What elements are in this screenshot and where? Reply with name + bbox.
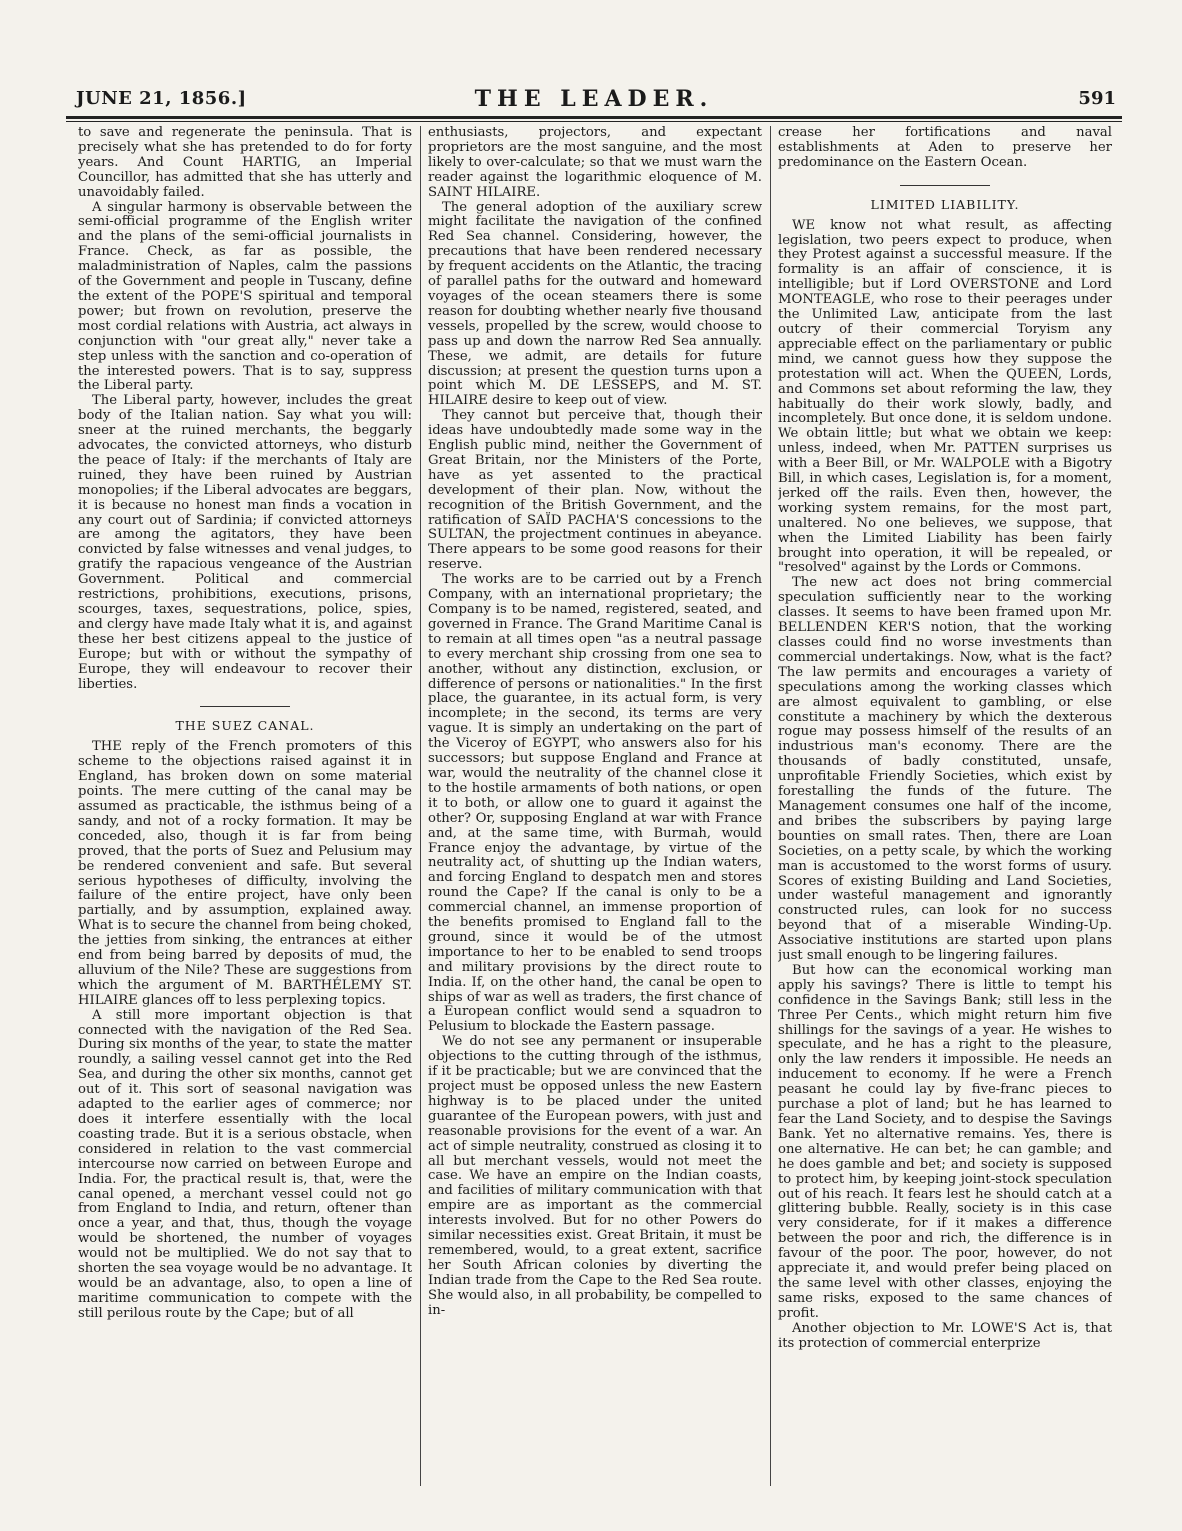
paragraph: The general adoption of the auxiliary screw might facilitate the navigation of the confined Red Sea channel. Considering, however, the precautions that have been rendered necessary by frequent accidents on the Atlantic, the tracing of parallel paths for the outward and homeward voyages of the ocean steamers there is some reason for doubting whether nearly five thousand vessels, propelled by the screw, would choose to pass up and down the narrow Red Sea annually. These, we admit, are details for future discussion; at present the question turns upon a point which M. DE LESSEPS, and M. ST. HILAIRE desire to keep out of view. <box>428 199 762 409</box>
column-divider-2 <box>770 126 771 1486</box>
issue-date: JUNE 21, 1856.] <box>76 88 247 109</box>
article-heading-suez: THE SUEZ CANAL. <box>175 718 315 734</box>
paragraph: crease her fortifications and naval establishments at Aden to preserve her predominance on the Eastern Ocean. <box>778 126 1112 170</box>
page-number: 591 <box>1078 88 1116 109</box>
paragraph: THE reply of the French promoters of this scheme to the objections raised against it in England, has broken down on some material points. The mere cutting of the canal may be assumed as practicable, the isthmus being of a sandy, and not of a rocky formation. It may be conceded, also, though it is far from being proved, that the ports of Suez and Pelusium may be rendered convenient and safe. But several serious hypotheses of difficulty, involving the failure of the entire project, have only been partially, and by assumption, explained away. What is to secure the channel from being choked, the jetties from sinking, the entrances at either end from being barred by deposits of mud, the alluvium of the Nile? These are suggestions from which the argument of M. BARTHÉLEMY ST. HILAIRE glances off to less perplexing topics. <box>78 739 412 1008</box>
paragraph: The Liberal party, however, includes the great body of the Italian nation. Say what you will: sneer at the ruined merchants, the beggarly advocates, the convicted attorneys, who disturb the peace of Italy: if the merchants of Italy are ruined, they have been ruined by Austrian monopolies; if the Liberal advocates are beggars, it is because no honest man finds a vocation in any court out of Sardinia; if convicted attorneys are among the agitators, they have been convicted by false witnesses and venal judges, to gratify the rapacious vengeance of the Austrian Government. Political and commercial restrictions, prohibitions, executions, prisons, scourges, taxes, sequestrations, police, spies, and clergy have made Italy what it is, and against these her best citizens appeal to the justice of Europe; but with or without the sympathy of Europe, they will endeavour to recover their liberties. <box>78 393 412 692</box>
paragraph: enthusiasts, projectors, and expectant proprietors are the most sanguine, and the most likely to over-calculate; so that we must warn the reader against the logarithmic eloquence of M. SAINT HILAIRE. <box>428 126 762 200</box>
column-2 <box>428 126 762 1486</box>
page-header <box>66 86 1122 116</box>
header-rule <box>66 116 1122 119</box>
section-rule <box>900 185 990 186</box>
paragraph: WE know not what result, as affecting legislation, two peers expect to produce, when they Protest against a successful measure. If the formality is an affair of conscience, it is intelligible; but if Lord OVERSTONE and Lord MONTEAGLE, who rose to their peerages under the Unlimited Law, anticipate from the last outcry of their commercial Toryism any appreciable effect on the parliamentary or public mind, we cannot guess how they suppose the protestation will act. When the QUEEN, Lords, and Commons set about reforming the law, they habitually do their work slowly, badly, and incompletely. But once done, it is seldom undone. We obtain little; but what we obtain we keep: unless, indeed, when Mr. PATTEN surprises us with a Beer Bill, or Mr. WALPOLE with a Bigotry Bill, in which cases, Legislation is, for a moment, jerked off the rails. Even then, however, the working system remains, for the most part, unaltered. No one believes, we suppose, that when the Limited Liability has been fairly brought into operation, it will be repealed, or "resolved" against by the Lords or Commons. <box>778 217 1112 576</box>
paragraph: The new act does not bring commercial speculation sufficiently near to the working classes. It seems to have been framed upon Mr. BELLENDEN KER'S notion, that the working classes could find no worse investments than commercial undertakings. Now, what is the fact? The law permits and encourages a variety of speculations among the working classes which are almost equivalent to gambling, or else constitute a machinery by which the dexterous rogue may possess himself of the results of an industrious man's economy. There are the thousands of badly constituted, unsafe, unprofitable Friendly Societies, which exist by forestalling the funds of the future. The Management consumes one half of the income, and bribes the subscribers by paying large bounties on small rates. Then, there are Loan Societies, on a petty scale, by which the working man is accustomed to the worst forms of usury. Scores of existing Building and Land Societies, under wasteful management and ignorantly constructed rules, can look for no success beyond that of a miserable Winding-Up. Associative institutions are started upon plans just small enough to be lingering failures. <box>778 575 1112 964</box>
paragraph: But how can the economical working man apply his savings? There is little to tempt his confidence in the Savings Bank; still less in the Three Per Cents., which might return him five shillings for the savings of a year. He wishes to speculate, and he has a right to the pleasure, only the law renders it impossible. He needs an inducement to economy. If he were a French peasant he could lay by five-franc pieces to purchase a plot of land; but he has learned to fear the Land Society, and to despise the Savings Bank. Yet no alternative remains. Yes, there is one alternative. He can bet; he can gamble; and he does gamble and bet; and society is supposed to protect him, by keeping joint-stock speculation out of his reach. It fears lest he should catch at a glittering bubble. Really, society is in this case very considerate, for if it makes a difference between the poor and rich, the difference is in favour of the poor. The poor, however, do not appreciate it, and would prefer being placed on the same level with other classes, enjoying the same risks, exposed to the same chances of profit. <box>778 962 1112 1321</box>
column-3 <box>778 126 1112 1486</box>
paragraph: A singular harmony is observable between the semi-official programme of the English writer and the plans of the semi-official journalists in France. Check, as far as possible, the maladministration of Naples, calm the passions of the Government and people in Tuscany, define the extent of the POPE'S spiritual and temporal power; but frown on revolution, preserve the most cordial relations with Austria, act always in conjunction with "our great ally," never take a step unless with the sanction and co-operation of the interested powers. That is to say, suppress the Liberal party. <box>78 199 412 394</box>
header-rule-thin <box>66 121 1122 122</box>
paragraph: We do not see any permanent or insuperable objections to the cutting through of the isthmus, if it be practicable; but we are convinced that the project must be opposed unless the new Eastern highway is to be placed under the united guarantee of the European powers, with just and reasonable provisions for the event of a war. An act of simple neutrality, construed as closing it to all but merchant vessels, would not meet the case. We have an empire on the Indian coasts, and facilities of military communication with that empire are as important as the commercial interests involved. But for no other Powers do similar necessities exist. Great Britain, it must be remembered, would, to a great extent, sacrifice her South African colonies by diverting the Indian trade from the Cape to the Red Sea route. She would also, in all probability, be compelled to in- <box>428 1034 762 1318</box>
paragraph: The works are to be carried out by a French Company, with an international proprietary; the Company is to be named, registered, seated, and governed in France. The Grand Maritime Canal is to remain at all times open "as a neutral passage to every merchant ship crossing from one sea to another, without any distinction, exclusion, or difference of persons or nationalities." In the first place, the guarantee, in its actual form, is very incomplete; in the second, its terms are very vague. It is simply an undertaking on the part of the Viceroy of EGYPT, who answers also for his successors; but suppose England and France at war, would the neutrality of the channel close it to the hostile armaments of both nations, or open it to both, or allow one to guard it against the other? Or, supposing England at war with France and, at the same time, with Burmah, would France enjoy the advantage, by virtue of the neutrality act, of shutting up the Indian waters, and forcing England to despatch men and stores round the Cape? If the canal is only to be a commercial channel, an immense proportion of the benefits promised to England fall to the ground, since it would be of the utmost importance to her to be enabled to send troops and military provisions by the direct route to India. If, on the other hand, the canal be open to ships of war as well as traders, the first chance of a European conflict would send a squadron to Pelusium to blockade the Eastern passage. <box>428 572 762 1035</box>
paragraph: They cannot but perceive that, though their ideas have undoubtedly made some way in the English public mind, neither the Government of Great Britain, nor the Ministers of the Porte, have as yet assented to the practical development of their plan. Now, without the recognition of the British Government, and the ratification of SAÏD PACHA'S concessions to the SULTAN, the projectment continues in abeyance. There appears to be some good reasons for their reserve. <box>428 408 762 573</box>
paragraph: to save and regenerate the peninsula. That is precisely what she has pretended to do for forty years. And Count HARTIG, an Imperial Councillor, has admitted that she has utterly and unavoidably failed. <box>78 126 412 200</box>
paragraph: A still more important objection is that connected with the navigation of the Red Sea. During six months of the year, to state the matter roundly, a sailing vessel cannot get into the Red Sea, and during the other six months, cannot get out of it. This sort of seasonal navigation was adapted to the earlier ages of commerce; nor does it interfere essentially with the local coasting trade. But it is a serious obstacle, when considered in relation to the vast commercial intercourse now carried on between Europe and India. For, the practical result is, that, were the canal opened, a merchant vessel could not go from England to India, and return, oftener than once a year, and that, thus, though the voyage would be shortened, the number of voyages would not be multiplied. We do not say that to shorten the sea voyage would be no advantage. It would be an advantage, also, to open a line of maritime communication to compete with the still perilous route by the Cape; but of all <box>78 1007 412 1321</box>
paragraph: Another objection to Mr. LOWE'S Act is, that its protection of commercial enterprize <box>778 1320 1112 1351</box>
article-heading-limited-liability: LIMITED LIABILITY. <box>870 196 1020 212</box>
section-rule <box>200 706 290 707</box>
column-divider-1 <box>420 126 421 1486</box>
masthead-title: THE LEADER. <box>474 86 714 112</box>
column-1 <box>78 126 412 1486</box>
